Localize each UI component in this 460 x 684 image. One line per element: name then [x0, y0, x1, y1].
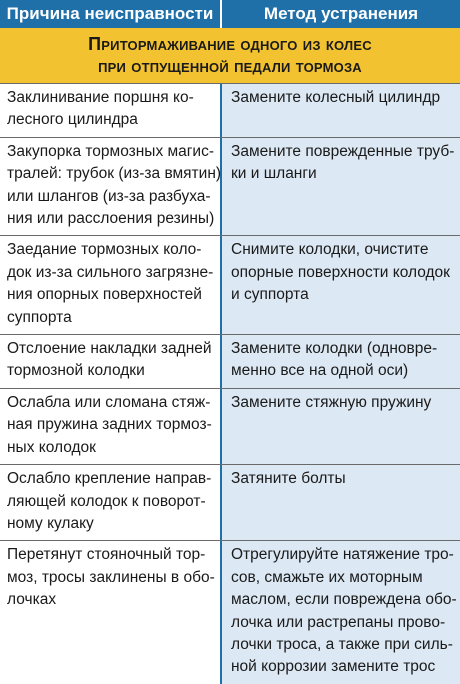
- table-row: [0, 84, 460, 138]
- section-title-line: при отпущенной педали тормоза: [98, 56, 362, 76]
- table-row: [0, 465, 460, 541]
- section-title-line: Притормаживание одного из колес: [88, 34, 372, 54]
- cause-cell: [0, 465, 222, 540]
- cause-text-line: Перетянут стояночный тор-: [7, 546, 206, 564]
- remedy-text-line: Замените стяжную пружину: [231, 393, 432, 411]
- remedy-text-line: Замените колодки (одновре-: [231, 340, 438, 358]
- cause-text-line: ному кулаку: [7, 514, 94, 532]
- cause-cell: [0, 389, 222, 464]
- remedy-text-line: Замените колесный цилиндр: [231, 89, 441, 106]
- table-body: [0, 84, 460, 684]
- cause-text-line: ных колодок: [7, 438, 96, 456]
- remedy-text-line: Отрегулируйте натяжение тро-: [231, 546, 454, 564]
- cause-text-line: ния опорных поверхностей: [7, 286, 202, 304]
- cause-cell: [0, 335, 222, 388]
- remedy-cell: [222, 541, 460, 683]
- remedy-cell: [222, 465, 460, 540]
- cause-text-line: моз, тросы заклинены в обо-: [7, 568, 215, 586]
- remedy-text-line: маслом, если повреждена обо-: [231, 591, 457, 609]
- remedy-text-line: Замените поврежденные труб-: [231, 142, 455, 160]
- remedy-text-line: и суппорта: [231, 286, 309, 304]
- cause-text-line: тормозной колодки: [7, 362, 145, 380]
- cause-text-line: Отслоение накладки задней: [7, 340, 212, 358]
- cause-text-line: или шлангов (из-за разбуха-: [7, 187, 211, 205]
- remedy-cell: [222, 138, 460, 236]
- table-row: [0, 138, 460, 237]
- table-row: [0, 335, 460, 389]
- cause-cell: [0, 138, 222, 236]
- cause-text-line: ная пружина задних тормоз-: [7, 416, 212, 434]
- remedy-text-line: лочки троса, а также при силь-: [231, 635, 453, 653]
- remedy-text-line: Снимите колодки, очистите: [231, 241, 429, 259]
- cause-text-line: Закупорка тормозных магис-: [7, 142, 215, 160]
- remedy-cell: [222, 335, 460, 388]
- remedy-text-line: менно все на одной оси): [231, 362, 409, 380]
- cause-text-line: ния или расслоения резины): [7, 210, 215, 228]
- cause-text-line: Заклинивание поршня ко-: [7, 89, 194, 106]
- remedy-text-line: Затяните болты: [231, 470, 346, 488]
- cause-text-line: док из-за сильного загрязне-: [7, 263, 214, 281]
- remedy-text-line: ки и шланги: [231, 165, 317, 183]
- header-remedy: Метод устранения: [263, 4, 419, 23]
- table-row: [0, 389, 460, 465]
- cause-text-line: Заедание тормозных коло-: [7, 241, 202, 259]
- remedy-cell: [222, 389, 460, 464]
- cause-text-line: лочках: [7, 591, 57, 609]
- cause-text-line: суппорта: [7, 308, 72, 326]
- remedy-text-line: опорные поверхности колодок: [231, 263, 450, 281]
- cause-cell: [0, 84, 222, 137]
- remedy-text-line: сов, смажьте их моторным: [231, 568, 423, 586]
- cause-text-line: лесного цилиндра: [7, 111, 138, 129]
- section-title-band: [0, 28, 460, 84]
- remedy-text-line: лочка или растрепаны прово-: [231, 613, 446, 631]
- cause-text-line: ляющей колодок к поворот-: [7, 492, 206, 510]
- cause-text-line: тралей: трубок (из-за вмятин): [7, 165, 222, 183]
- cause-cell: [0, 236, 222, 334]
- remedy-cell: [222, 236, 460, 334]
- header-cause: Причина неисправности: [0, 0, 222, 28]
- table-row: [0, 236, 460, 335]
- remedy-cell: [222, 84, 460, 137]
- cause-text-line: Ослабло крепление направ-: [7, 470, 212, 488]
- remedy-text-line: ной коррозии замените трос: [231, 658, 436, 676]
- cause-cell: [0, 541, 222, 683]
- table-header-row: [0, 0, 460, 28]
- table-row: [0, 541, 460, 683]
- cause-text-line: Ослабла или сломана стяж-: [7, 393, 211, 411]
